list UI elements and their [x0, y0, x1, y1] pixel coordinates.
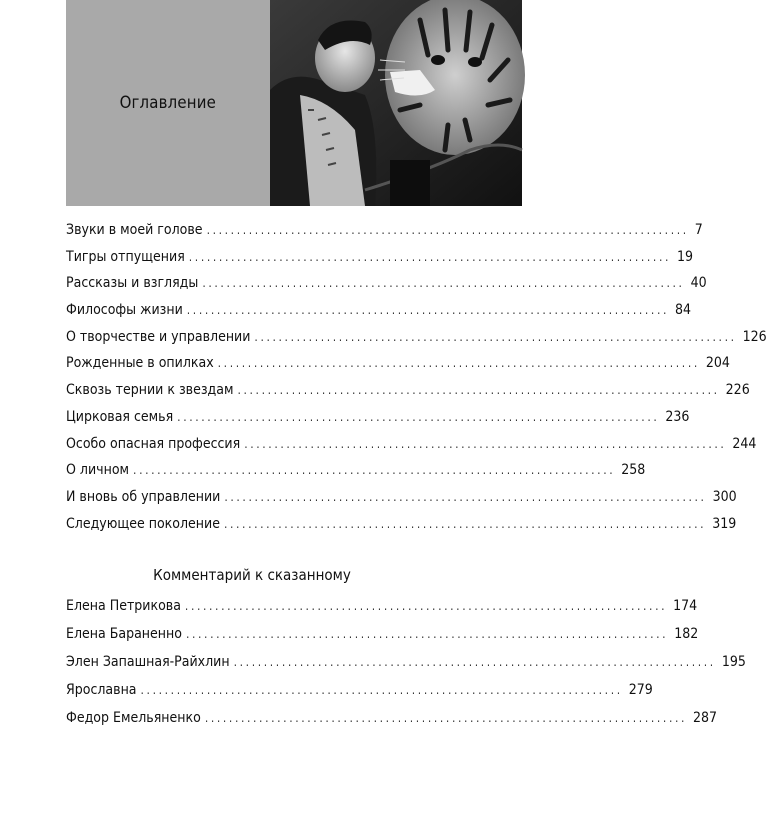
toc-row-label: Рассказы и взгляды [66, 275, 199, 292]
toc-row-label: О личном [66, 462, 130, 479]
toc-row[interactable] [66, 328, 767, 356]
toc-row-label: О творчестве и управлении [66, 328, 251, 345]
dot-leader: ................................................................................ [184, 599, 668, 613]
dot-leader: ................................................................................ [188, 249, 671, 264]
toc-comments-list [66, 598, 746, 738]
toc-row-label: Философы жизни [66, 302, 183, 319]
toc-row-page: 126 [742, 328, 767, 345]
dot-leader: ................................................................................ [233, 655, 716, 669]
toc-row-page: 19 [677, 248, 694, 265]
toc-row-label: Тигры отпущения [66, 248, 185, 265]
dot-leader: ................................................................................ [206, 223, 689, 237]
toc-row-page: 195 [721, 654, 746, 670]
toc-row-page: 226 [725, 382, 750, 399]
toc-row[interactable] [66, 626, 699, 654]
toc-row[interactable] [66, 598, 698, 626]
toc-row[interactable] [66, 515, 737, 543]
toc-row-page: 204 [705, 355, 730, 372]
toc-row-page: 300 [712, 488, 737, 505]
toc-row-label: Элен Запашная-Райхлин [66, 654, 230, 670]
toc-row-page: 40 [690, 275, 707, 292]
cover-photo [270, 0, 522, 206]
toc-row-label: Звуки в моей голове [66, 222, 203, 238]
toc-row-label: Рожденные в опилках [66, 355, 214, 372]
toc-row-page: 279 [628, 682, 653, 698]
dot-leader: ................................................................................ [202, 276, 685, 291]
dot-leader: ................................................................................ [177, 409, 660, 424]
toc-row-page: 319 [712, 515, 737, 532]
dot-leader: ................................................................................ [223, 516, 707, 531]
toc-row-page: 236 [665, 408, 690, 425]
dot-leader: ................................................................................ [186, 303, 669, 318]
toc-row[interactable] [66, 462, 646, 489]
toc-row-label: Следующее поколение [66, 515, 220, 532]
dot-leader: ................................................................................ [244, 436, 727, 451]
toc-row[interactable] [66, 382, 750, 409]
dot-leader: ................................................................................ [140, 683, 623, 697]
comments-heading: Комментарий к сказанному [153, 566, 351, 584]
toc-main-list [66, 222, 767, 542]
toc-row-label: Цирковая семья [66, 408, 174, 425]
toc-row[interactable] [66, 222, 703, 249]
dot-leader: ................................................................................ [133, 463, 616, 478]
toc-row-page: 258 [621, 462, 646, 479]
toc-row-page: 7 [694, 222, 703, 238]
toc-row[interactable] [66, 275, 707, 302]
header-box [66, 0, 270, 206]
toc-row-label: Сквозь тернии к звездам [66, 382, 234, 399]
toc-row[interactable] [66, 355, 730, 382]
dot-leader: ................................................................................ [254, 329, 737, 344]
toc-row-page: 244 [732, 435, 757, 452]
toc-row-label: Елена Бараненно [66, 626, 182, 642]
toc-row-page: 174 [673, 598, 698, 614]
dot-leader: ................................................................................ [204, 711, 688, 725]
toc-row-page: 182 [674, 626, 699, 642]
toc-row[interactable] [66, 302, 692, 329]
dot-leader: ................................................................................ [237, 383, 720, 398]
toc-row-label: Ярославна [66, 682, 137, 698]
page-title: Оглавление [119, 93, 217, 113]
tamer-tiger-photo [270, 0, 522, 206]
toc-row-label: И вновь об управлении [66, 488, 221, 505]
toc-row-label: Елена Петрикова [66, 598, 181, 614]
dot-leader: ................................................................................ [217, 356, 700, 371]
toc-row[interactable] [66, 248, 694, 276]
dot-leader: ................................................................................ [185, 627, 669, 641]
toc-row-label: Федор Емельяненко [66, 710, 201, 726]
toc-row[interactable] [66, 682, 653, 710]
toc-row[interactable] [66, 408, 690, 436]
toc-row-page: 84 [675, 302, 692, 319]
toc-row-page: 287 [693, 710, 718, 726]
toc-row[interactable] [66, 435, 757, 463]
toc-row[interactable] [66, 654, 746, 682]
toc-row-label: Особо опасная профессия [66, 435, 241, 452]
toc-row[interactable] [66, 488, 737, 516]
dot-leader: ................................................................................ [224, 489, 707, 504]
toc-row[interactable] [66, 710, 718, 738]
